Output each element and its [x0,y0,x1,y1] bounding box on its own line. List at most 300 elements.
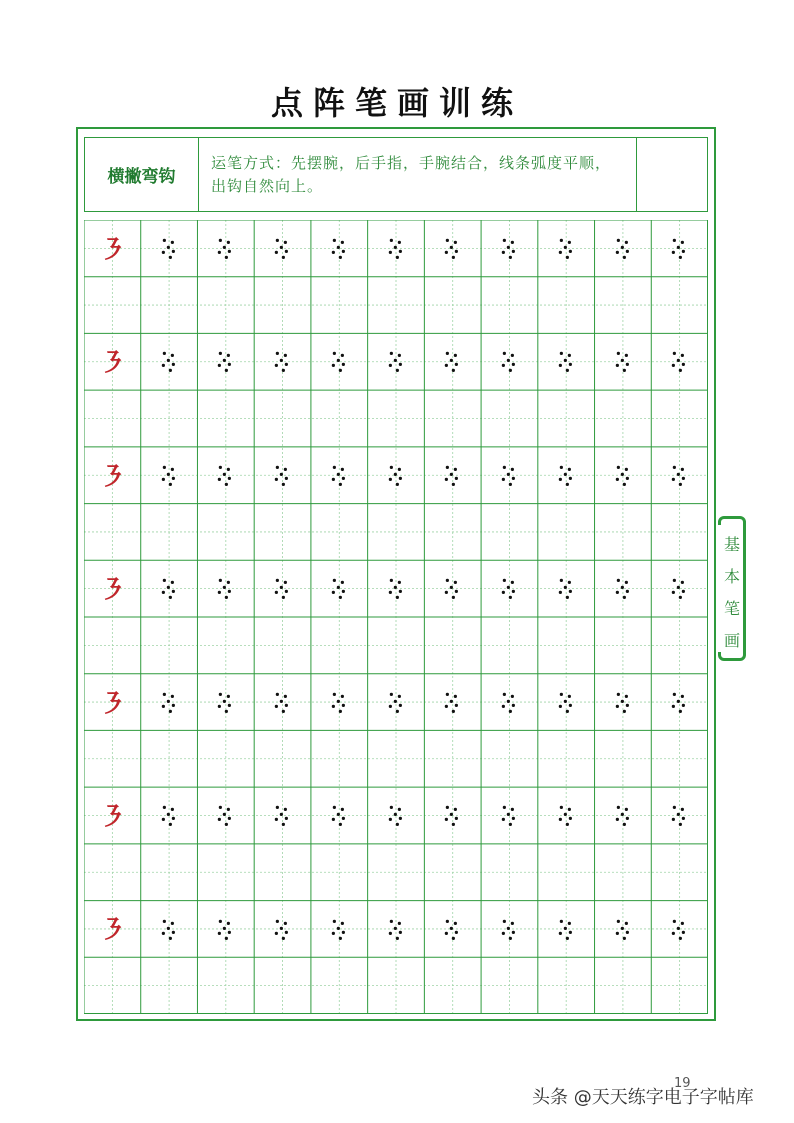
practice-row [84,447,708,504]
guide-dot [455,930,458,933]
guide-dot [511,694,514,697]
guide-dot [393,813,396,816]
guide-dot [398,477,401,480]
page-title: 点阵笔画训练 [270,84,523,122]
guide-dot [446,579,449,582]
guide-dot [162,692,165,695]
guide-dot [681,808,684,811]
guide-dot [284,808,287,811]
guide-dot [568,808,571,811]
guide-dot [681,468,684,471]
guide-dot [389,579,392,582]
guide-dot [566,596,569,599]
guide-dot [166,699,169,702]
model-cell [84,901,141,958]
guide-dot [682,703,685,706]
guide-dot [397,921,400,924]
guide-dot [218,818,221,821]
guide-dot [223,926,226,929]
guide-dot [389,352,392,355]
guide-dot [227,921,230,924]
dot-guide-pattern [141,447,198,504]
guide-dot [446,466,449,469]
guide-dot [452,596,455,599]
guide-dot [452,369,455,372]
guide-dot [341,241,344,244]
side-tab-char: 画 [723,631,740,650]
practice-row [84,333,708,390]
dot-practice-cell [311,787,368,844]
guide-dot [569,250,572,253]
dot-guide-pattern [595,901,652,958]
guide-dot [393,473,396,476]
dot-practice-cell [651,333,708,390]
guide-dot [559,364,562,367]
guide-dot [682,477,685,480]
guide-dot [333,692,336,695]
guide-dot [616,806,619,809]
guide-dot [227,354,230,357]
guide-dot [672,818,675,821]
guide-dot [454,694,457,697]
guide-dot [332,818,335,821]
guide-dot [342,477,345,480]
dot-practice-cell [424,901,481,958]
practice-grid [84,220,708,1014]
guide-dot [162,239,165,242]
guide-dot [455,477,458,480]
guide-dot [511,921,514,924]
guide-dot [673,919,676,922]
guide-dot [616,692,619,695]
guide-dot [511,241,514,244]
guide-dot [507,246,510,249]
guide-dot [446,919,449,922]
dot-guide-pattern [651,560,708,617]
guide-dot [681,694,684,697]
guide-dot [341,581,344,584]
guide-dot [170,581,173,584]
dot-practice-cell [254,787,311,844]
guide-dot [455,817,458,820]
guide-dot [225,709,228,712]
guide-dot [503,239,506,242]
guide-dot [620,473,623,476]
side-tab-basic-strokes [718,516,746,661]
watermark: 头条 @天天练字电子字帖库 [532,1087,754,1108]
guide-dot [679,369,682,372]
guide-dot [223,473,226,476]
guide-dot [218,364,221,367]
guide-dot [569,817,572,820]
guide-dot [332,478,335,481]
dot-practice-cell [197,674,254,731]
guide-dot [568,694,571,697]
model-cell [84,674,141,731]
guide-dot [342,363,345,366]
dot-guide-pattern [595,560,652,617]
guide-dot [560,466,563,469]
dot-practice-cell [424,560,481,617]
guide-dot [218,591,221,594]
guide-dot [161,364,164,367]
guide-dot [168,709,171,712]
guide-dot [682,250,685,253]
guide-dot [507,699,510,702]
dot-guide-pattern [481,447,538,504]
guide-dot [228,590,231,593]
guide-dot [397,694,400,697]
model-cell [84,787,141,844]
guide-dot [566,936,569,939]
guide-dot [503,919,506,922]
guide-dot [502,704,505,707]
dot-guide-pattern [254,220,311,277]
guide-dot [162,579,165,582]
dot-practice-cell [141,560,198,617]
guide-dot [454,581,457,584]
guide-dot [559,818,562,821]
dot-practice-cell [141,901,198,958]
guide-dot [445,364,448,367]
guide-dot [170,354,173,357]
dot-practice-cell [141,787,198,844]
guide-dot [228,703,231,706]
guide-dot [341,808,344,811]
guide-dot [512,817,515,820]
guide-dot [503,579,506,582]
guide-dot [564,473,567,476]
guide-dot [280,699,283,702]
guide-dot [673,352,676,355]
guide-dot [509,369,512,372]
guide-dot [566,483,569,486]
dot-guide-pattern [368,560,425,617]
guide-dot [560,579,563,582]
guide-dot [398,703,401,706]
guide-dot [503,466,506,469]
guide-dot [275,364,278,367]
guide-dot [681,354,684,357]
dot-practice-cell [651,787,708,844]
guide-dot [339,596,342,599]
guide-dot [677,359,680,362]
guide-dot [624,921,627,924]
guide-dot [223,813,226,816]
guide-dot [282,823,285,826]
model-stroke: ㇋ [99,802,126,833]
dot-practice-cell [254,447,311,504]
dot-practice-cell [254,674,311,731]
guide-dot [569,363,572,366]
guide-dot [228,250,231,253]
guide-dot [682,817,685,820]
guide-dot [228,363,231,366]
guide-dot [512,477,515,480]
guide-dot [162,352,165,355]
guide-dot [395,256,398,259]
guide-dot [161,251,164,254]
guide-dot [166,246,169,249]
dot-practice-cell [595,787,652,844]
guide-dot [450,586,453,589]
dot-guide-pattern [254,674,311,731]
guide-dot [452,823,455,826]
guide-dot [337,586,340,589]
guide-dot [389,466,392,469]
guide-dot [455,590,458,593]
guide-dot [622,709,625,712]
guide-dot [168,823,171,826]
model-cell [84,447,141,504]
dot-guide-pattern [141,787,198,844]
guide-dot [615,251,618,254]
dot-guide-pattern [538,901,595,958]
dot-guide-pattern [368,447,425,504]
guide-dot [672,251,675,254]
guide-dot [509,596,512,599]
guide-dot [625,703,628,706]
guide-dot [450,359,453,362]
dot-guide-pattern [651,674,708,731]
guide-dot [170,694,173,697]
dot-practice-cell [141,447,198,504]
guide-dot [285,817,288,820]
side-tab-char: 本 [723,567,740,586]
dot-practice-cell [424,220,481,277]
guide-dot [341,354,344,357]
guide-dot [398,817,401,820]
dot-practice-cell [254,901,311,958]
guide-dot [672,478,675,481]
guide-dot [682,590,685,593]
guide-dot [393,699,396,702]
guide-dot [342,590,345,593]
guide-dot [280,246,283,249]
guide-dot [223,699,226,702]
dot-guide-pattern [651,333,708,390]
guide-dot [559,478,562,481]
dot-practice-cell [141,333,198,390]
guide-dot [566,256,569,259]
dot-guide-pattern [595,333,652,390]
dot-guide-pattern [424,220,481,277]
guide-dot [166,926,169,929]
dot-guide-pattern [368,674,425,731]
model-cell [84,560,141,617]
guide-dot [225,823,228,826]
dot-guide-pattern [424,674,481,731]
guide-dot [388,931,391,934]
dot-practice-cell [368,560,425,617]
guide-dot [455,363,458,366]
guide-dot [677,246,680,249]
model-cell [84,333,141,390]
guide-dot [679,256,682,259]
dot-guide-pattern [197,333,254,390]
guide-dot [679,483,682,486]
dot-guide-pattern [538,220,595,277]
guide-dot [225,483,228,486]
model-stroke: ㇋ [99,916,126,947]
guide-dot [285,363,288,366]
guide-dot [170,241,173,244]
guide-dot [393,926,396,929]
guide-dot [280,926,283,929]
guide-dot [677,473,680,476]
guide-dot [280,473,283,476]
guide-dot [275,591,278,594]
guide-dot [560,919,563,922]
guide-dot [672,364,675,367]
dot-guide-pattern [197,220,254,277]
guide-dot [681,581,684,584]
guide-dot [568,921,571,924]
guide-dot [280,359,283,362]
guide-dot [388,818,391,821]
page-number: 19 [674,1076,691,1091]
guide-dot [454,354,457,357]
guide-dot [625,930,628,933]
guide-dot [227,241,230,244]
guide-dot [559,591,562,594]
guide-dot [615,478,618,481]
guide-dot [672,931,675,934]
dot-practice-cell [481,560,538,617]
guide-dot [677,813,680,816]
practice-row [84,901,708,958]
guide-dot [333,239,336,242]
guide-dot [564,699,567,702]
guide-dot [284,354,287,357]
guide-dot [161,478,164,481]
dot-guide-pattern [311,787,368,844]
guide-dot [624,694,627,697]
guide-dot [445,704,448,707]
dot-guide-pattern [368,901,425,958]
guide-dot [171,590,174,593]
guide-dot [502,931,505,934]
dot-guide-pattern [481,333,538,390]
practice-row [84,674,708,731]
guide-dot [566,823,569,826]
guide-dot [679,596,682,599]
guide-dot [564,246,567,249]
guide-dot [454,241,457,244]
dot-guide-pattern [595,447,652,504]
guide-dot [282,256,285,259]
guide-dot [218,478,221,481]
guide-dot [450,699,453,702]
dot-practice-cell [197,333,254,390]
guide-dot [564,359,567,362]
model-stroke: ㇋ [99,235,126,266]
guide-dot [282,709,285,712]
dot-practice-cell [538,220,595,277]
guide-dot [620,699,623,702]
guide-dot [502,591,505,594]
guide-dot [332,591,335,594]
guide-dot [560,692,563,695]
dot-guide-pattern [595,787,652,844]
guide-dot [625,363,628,366]
guide-dot [218,931,221,934]
dot-guide-pattern [368,787,425,844]
guide-dot [454,921,457,924]
dot-practice-cell [651,220,708,277]
dot-guide-pattern [254,787,311,844]
dot-practice-cell [311,560,368,617]
guide-dot [509,256,512,259]
model-stroke: ㇋ [99,576,126,607]
guide-dot [339,709,342,712]
guide-dot [445,478,448,481]
guide-dot [332,251,335,254]
dot-practice-cell [595,674,652,731]
guide-dot [677,926,680,929]
dot-practice-cell [141,220,198,277]
guide-dot [625,477,628,480]
dot-guide-pattern [481,787,538,844]
guide-dot [171,817,174,820]
guide-dot [503,806,506,809]
guide-dot [228,817,231,820]
dot-practice-cell [538,901,595,958]
stroke-info-table [84,137,708,212]
guide-dot [502,818,505,821]
guide-dot [681,921,684,924]
dot-guide-pattern [481,220,538,277]
guide-dot [333,466,336,469]
guide-dot [398,590,401,593]
side-tab-char: 笔 [723,599,740,618]
guide-dot [672,704,675,707]
guide-dot [625,817,628,820]
dot-practice-cell [651,901,708,958]
dot-guide-pattern [254,447,311,504]
guide-dot [507,926,510,929]
guide-dot [393,246,396,249]
guide-dot [625,590,628,593]
guide-dot [445,591,448,594]
dot-practice-cell [595,333,652,390]
guide-dot [339,369,342,372]
guide-dot [395,369,398,372]
guide-dot [569,590,572,593]
guide-dot [624,581,627,584]
dot-practice-cell [311,901,368,958]
dot-practice-cell [424,333,481,390]
guide-dot [507,473,510,476]
dot-practice-cell [368,674,425,731]
guide-dot [171,250,174,253]
guide-dot [673,579,676,582]
guide-dot [388,704,391,707]
guide-dot [219,919,222,922]
guide-dot [398,250,401,253]
dot-practice-cell [651,674,708,731]
guide-dot [622,936,625,939]
guide-dot [620,926,623,929]
guide-dot [337,813,340,816]
guide-dot [677,586,680,589]
dot-practice-cell [311,220,368,277]
dot-practice-cell [254,560,311,617]
guide-dot [276,579,279,582]
guide-dot [446,239,449,242]
dot-guide-pattern [197,674,254,731]
dot-practice-cell [311,447,368,504]
